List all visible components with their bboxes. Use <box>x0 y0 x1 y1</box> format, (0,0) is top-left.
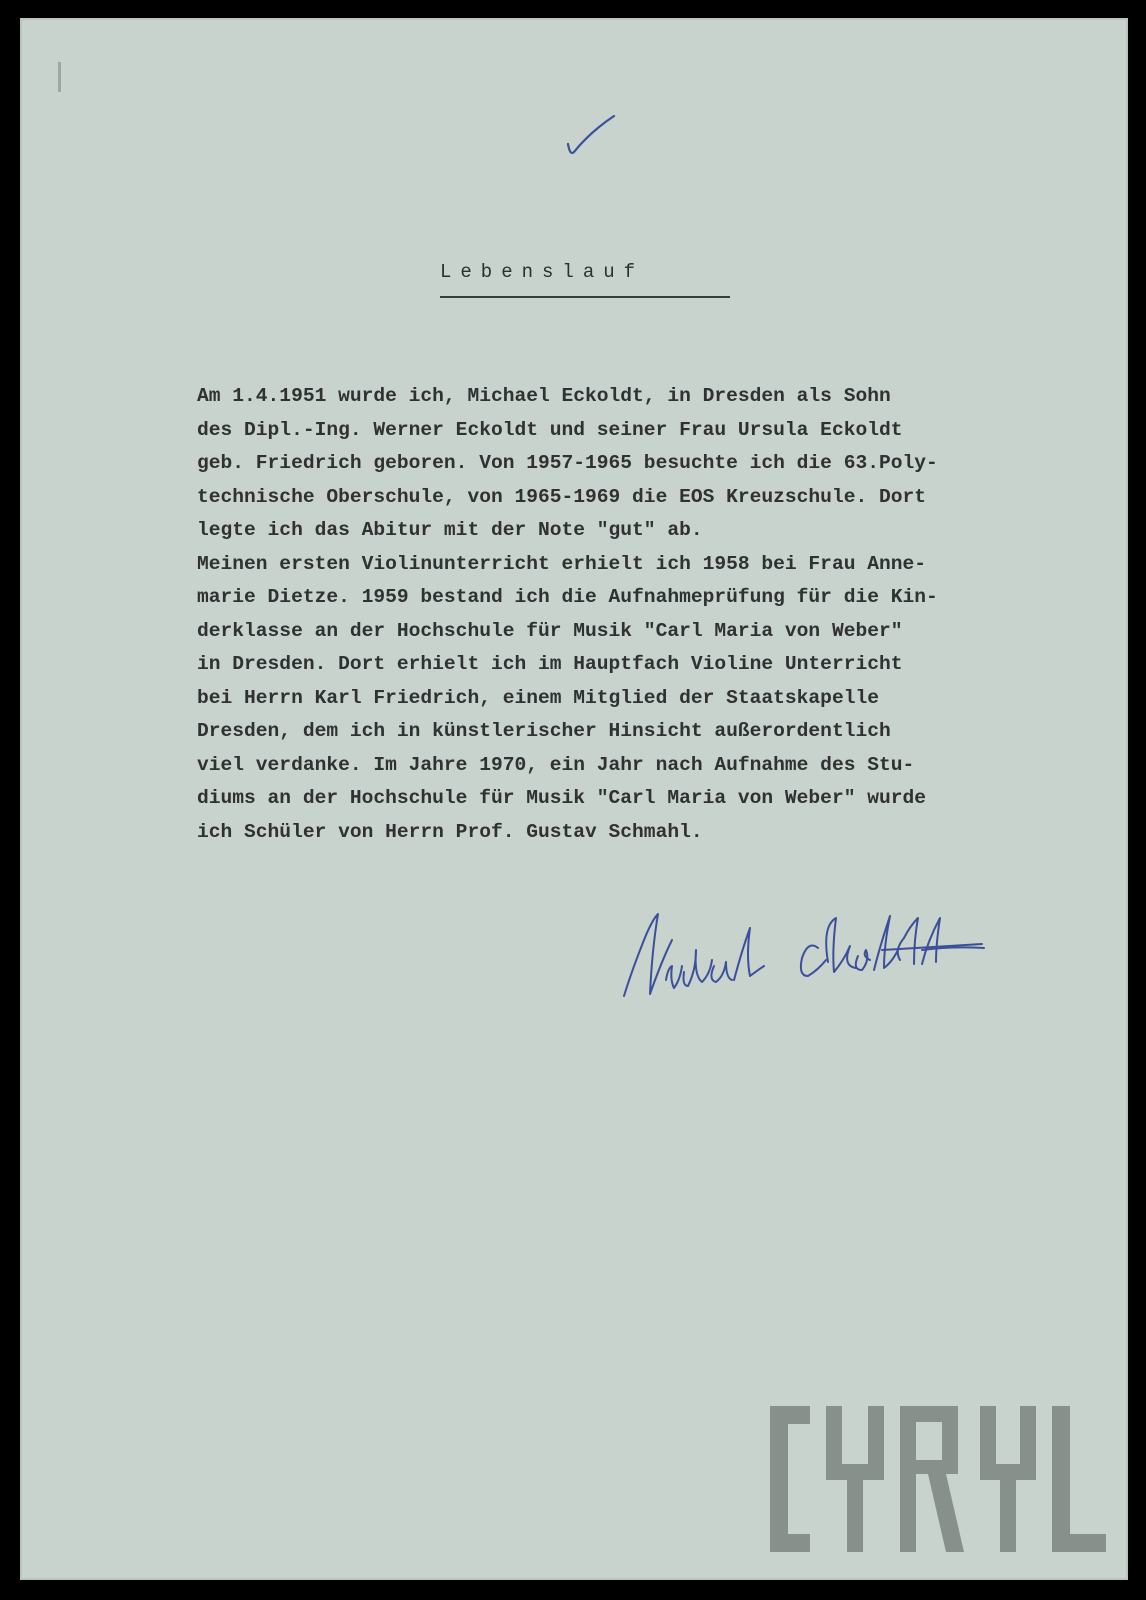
body-line: in Dresden. Dort erhielt ich im Hauptfach Violine Unterricht <box>197 653 903 675</box>
body-line: Dresden, dem ich in künstlerischer Hinsicht außerordentlich <box>197 720 891 742</box>
title-underline <box>440 296 730 298</box>
body-line: legte ich das Abitur mit der Note "gut" ab. <box>197 519 703 541</box>
body-line: Am 1.4.1951 wurde ich, Michael Eckoldt, in Dresden als Sohn <box>197 385 891 407</box>
body-line: viel verdanke. Im Jahre 1970, ein Jahr nach Aufnahme des Stu- <box>197 753 915 776</box>
edge-mark <box>58 62 61 92</box>
body-line: des Dipl.-Ing. Werner Eckoldt und seiner Frau Ursula Eckoldt <box>197 418 903 441</box>
body-line: ich Schüler von Herrn Prof. Gustav Schmahl. <box>197 820 703 843</box>
body-line: bei Herrn Karl Friedrich, einem Mitglied der Staatskapelle <box>197 686 879 709</box>
document-page <box>20 18 1128 1580</box>
body-line: Meinen ersten Violinunterricht erhielt ich 1958 bei Frau Anne- <box>197 552 927 575</box>
document-body <box>197 380 1097 849</box>
checkmark-icon <box>548 110 618 160</box>
body-line: geb. Friedrich geboren. Von 1957-1965 besuchte ich die 63.Poly- <box>197 452 938 474</box>
cyryl-watermark-logo <box>768 1404 1108 1554</box>
body-line: diums an der Hochschule für Musik "Carl Maria von Weber" wurde <box>197 787 927 809</box>
body-line: technische Oberschule, von 1965-1969 die EOS Kreuzschule. Dort <box>197 485 927 508</box>
body-line: marie Dietze. 1959 bestand ich die Aufnahmeprüfung für die Kin- <box>197 586 938 608</box>
handwritten-signature <box>622 910 1002 1020</box>
body-line: derklasse an der Hochschule für Musik "Carl Maria von Weber" <box>197 619 903 642</box>
document-title: Lebenslauf <box>440 261 645 283</box>
